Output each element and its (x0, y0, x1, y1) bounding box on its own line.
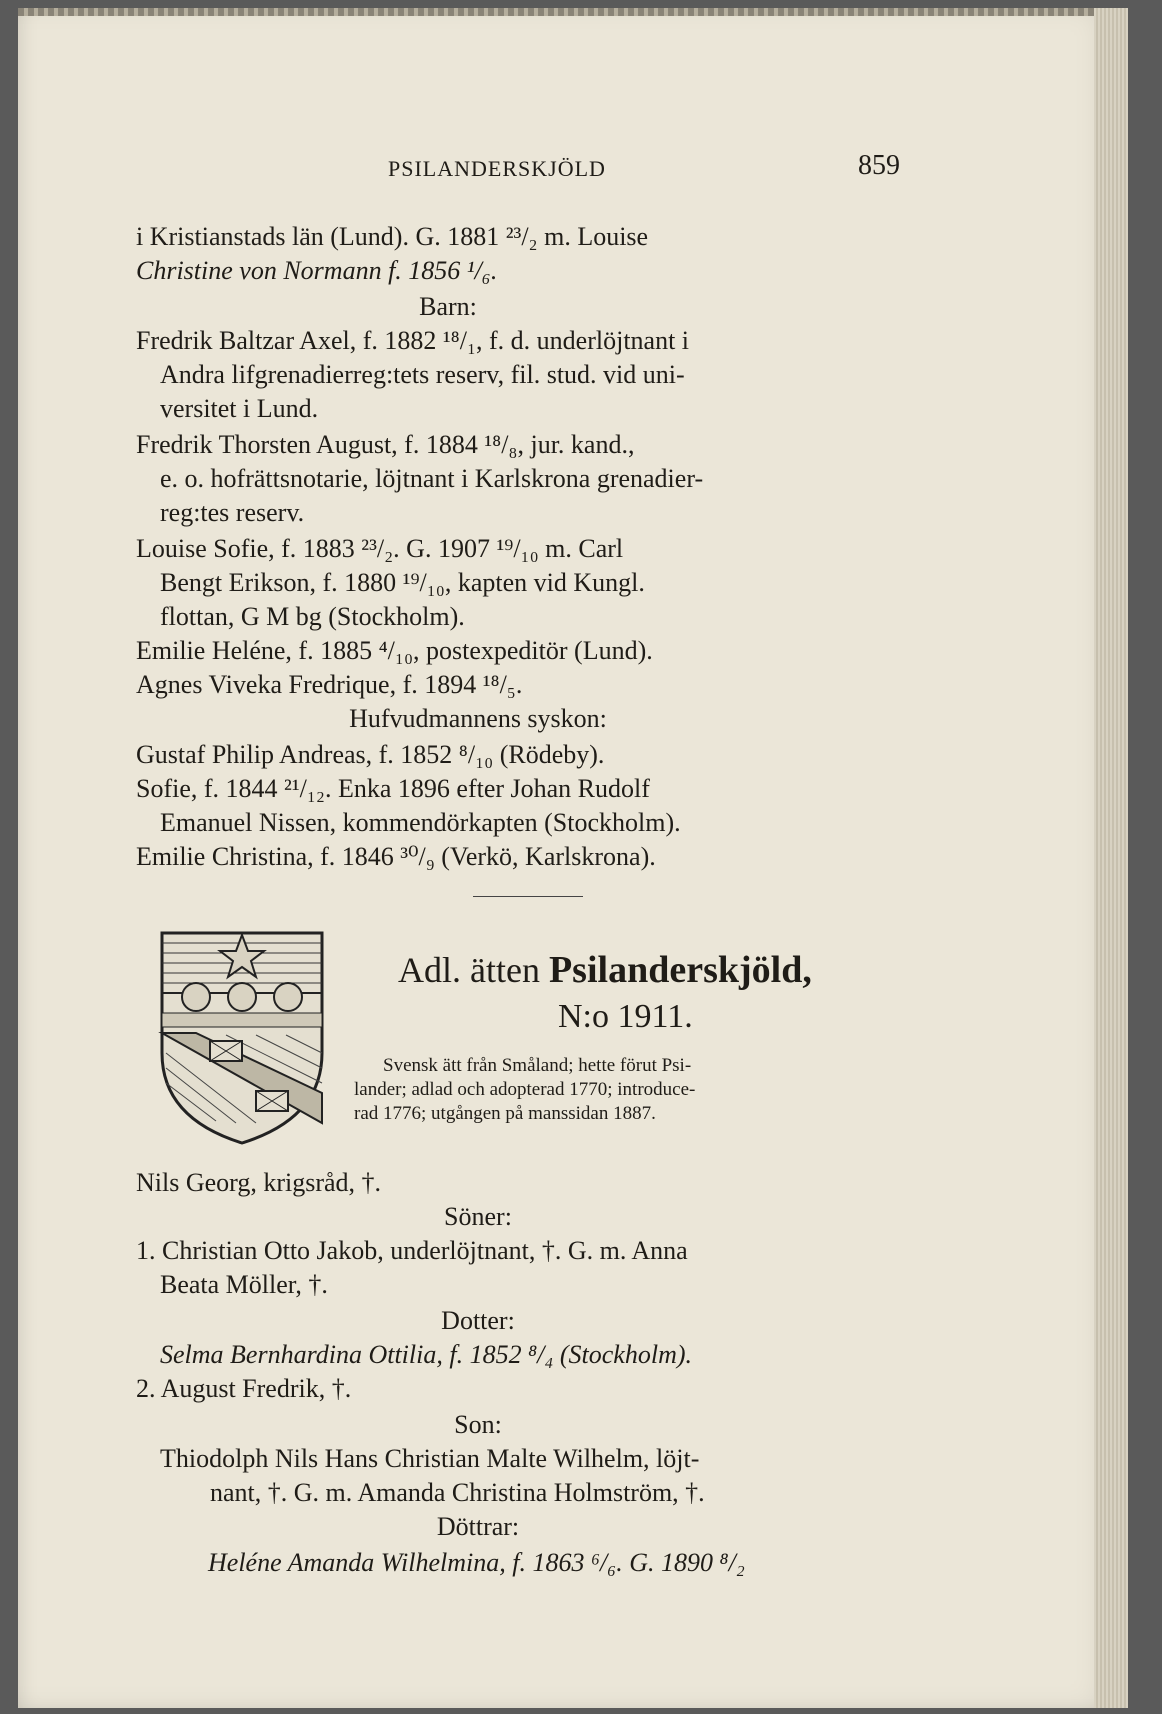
family-name: Psilanderskjöld, (548, 949, 812, 991)
text-line: Beata Möller, †. (160, 1270, 328, 1299)
text-line: Emilie Heléne, f. 1885 ⁴/₁₀, postexpeditör (Lund). (136, 636, 653, 665)
running-head: PSILANDERSKJÖLD (388, 156, 606, 181)
text-line: Emilie Christina, f. 1846 ³⁰/₉ (Verkö, Karlskrona). (136, 842, 656, 871)
coat-of-arms-icon (156, 923, 328, 1148)
section-heading: Hufvudmannens syskon: (349, 704, 607, 733)
text-line: Emanuel Nissen, kommendörkapten (Stockholm). (160, 808, 681, 837)
text-line: Agnes Viveka Fredrique, f. 1894 ¹⁸/₅. (136, 670, 523, 699)
text-line: Heléne Amanda Wilhelmina, f. 1863 ⁶/₆. G. 1890 ⁸/₂ (208, 1548, 745, 1577)
text-line: Fredrik Baltzar Axel, f. 1882 ¹⁸/₁, f. d. underlöjtnant i (136, 326, 690, 355)
text-line: 2. August Fredrik, †. (136, 1374, 352, 1403)
text-line: Thiodolph Nils Hans Christian Malte Wilhelm, löjt- (160, 1444, 700, 1473)
text-line: Nils Georg, krigsråd, †. (136, 1168, 382, 1197)
page-number: 859 (858, 150, 900, 181)
text-line: Fredrik Thorsten August, f. 1884 ¹⁸/₈, jur. kand., (136, 430, 635, 459)
text-line: Selma Bernhardina Ottilia, f. 1852 ⁸/₄ (Stockholm). (160, 1340, 692, 1369)
family-number: N:o 1911. (558, 998, 693, 1035)
family-description-line: Svensk ätt från Småland; hette förut Psi- (383, 1055, 692, 1076)
book-page (18, 8, 1128, 1708)
section-heading: Barn: (419, 292, 477, 321)
text-line: i Kristianstads län (Lund). G. 1881 ²³/₂ m. Louise (136, 222, 649, 251)
page-header (118, 150, 958, 184)
section-heading: Son: (454, 1410, 502, 1439)
text-line: nant, †. G. m. Amanda Christina Holmström, †. (210, 1478, 705, 1507)
section-divider (473, 896, 583, 897)
text-line: Sofie, f. 1844 ²¹/₁₂. Enka 1896 efter Johan Rudolf (136, 774, 650, 803)
section-heading: Dotter: (441, 1306, 515, 1335)
family-description-line: lander; adlad och adopterad 1770; introduce- (354, 1079, 696, 1100)
text-line: Louise Sofie, f. 1883 ²³/₂. G. 1907 ¹⁹/₁₀ m. Carl (136, 534, 624, 563)
text-line: flottan, G M bg (Stockholm). (160, 602, 465, 631)
text-line: Christine von Normann f. 1856 ¹/₆. (136, 256, 498, 285)
family-title (398, 948, 812, 992)
family-title-prefix: Adl. ätten (398, 950, 540, 990)
text-line: versitet i Lund. (160, 394, 319, 423)
section-heading: Söner: (444, 1202, 512, 1231)
text-line: Bengt Erikson, f. 1880 ¹⁹/₁₀, kapten vid Kungl. (160, 568, 645, 597)
text-line: reg:tes reserv. (160, 498, 305, 527)
text-line: e. o. hofrättsnotarie, löjtnant i Karlskrona grenadier- (160, 464, 704, 493)
text-line: Andra lifgrenadierreg:tets reserv, fil. stud. vid uni- (160, 360, 685, 389)
text-line: Gustaf Philip Andreas, f. 1852 ⁸/₁₀ (Rödeby). (136, 740, 605, 769)
family-description-line: rad 1776; utgången på manssidan 1887. (354, 1103, 656, 1124)
text-line: 1. Christian Otto Jakob, underlöjtnant, †. G. m. Anna (136, 1236, 688, 1265)
section-heading: Döttrar: (436, 1512, 520, 1541)
page-right-edge (1094, 8, 1128, 1708)
page-top-edge (18, 8, 1128, 16)
